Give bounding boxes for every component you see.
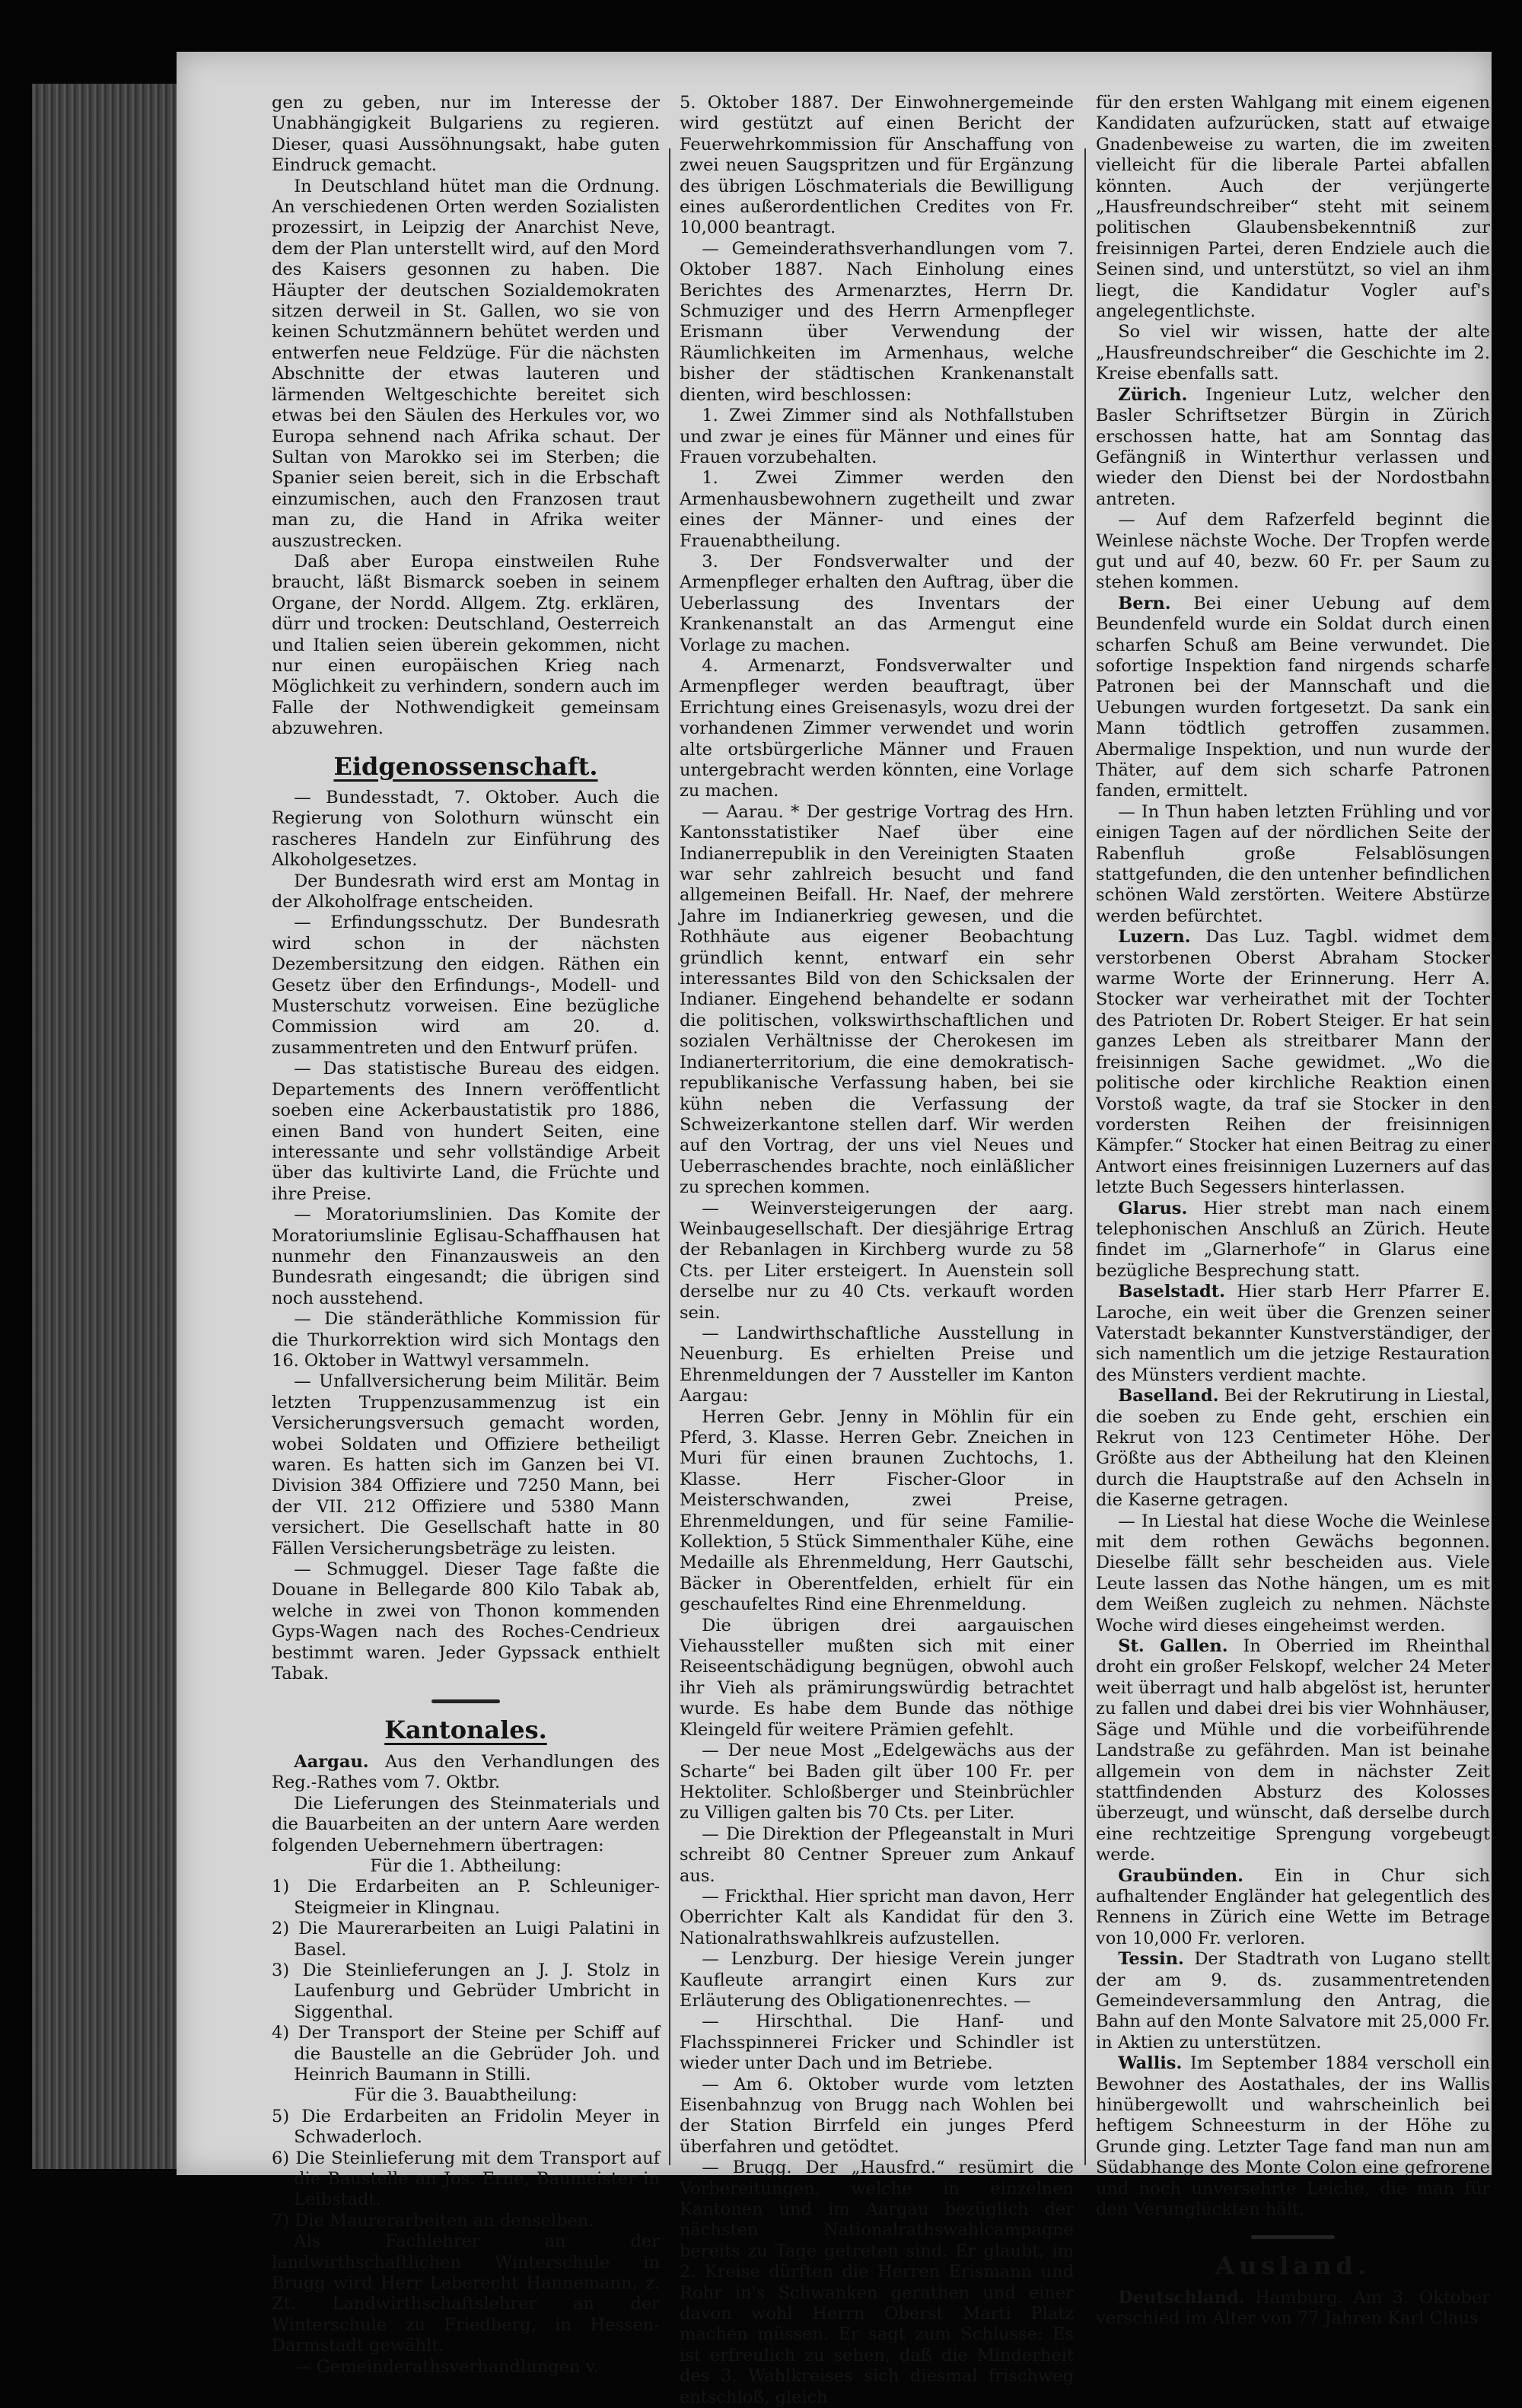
paragraph: — Schmuggel. Dieser Tage faßte die Douane in Bellegarde 800 Kilo Tabak ab, welche in zwei von Thonon kommenden Gyps-Wagen nach des Roches-Cendrieux bestimmt waren. Jeder Gypssack enthielt Tabak. (272, 1559, 660, 1684)
paragraph: — Unfallversicherung beim Militär. Beim letzten Truppenzusammenzug ist ein Versicherungsversuch gemacht worden, wobei Soldaten und Offiziere betheiligt waren. Es hatten sich im Ganzen bei VI. Division 384 Offiziere und 7250 Mann, bei der VII. 212 Offiziere und 5380 Mann versichert. Die Gesellschaft hatte in 80 Fällen Versicherungsbeträge zu leisten. (272, 1371, 660, 1559)
list-item: 4) Der Transport der Steine per Schiff auf die Baustelle an die Gebrüder Joh. und Heinrich Baumann in Stilli. (272, 2023, 660, 2085)
section-heading-kantonales: Kantonales. (384, 1715, 547, 1745)
list-item: 3) Die Steinlieferungen an J. J. Stolz in Laufenburg und Gebrüder Umbricht in Siggenthal. (272, 1960, 660, 2022)
paragraph: — Lenzburg. Der hiesige Verein junger Kaufleute arrangirt einen Kurs zur Erläuterung des Obligationenrechtes. — (680, 1949, 1074, 2011)
canton-name: Glarus. (1118, 1198, 1188, 1218)
column-1 (272, 93, 660, 2377)
paragraph: — Landwirthschaftliche Ausstellung in Neuenburg. Es erhielten Preise und Ehrenmeldungen der 7 Aussteller im Kanton Aargau: (680, 1323, 1074, 1406)
country-name: Deutschland. (1118, 2287, 1245, 2308)
column-divider (1084, 148, 1086, 2165)
paragraph: 1. Zwei Zimmer sind als Nothfallstuben und zwar je eines für Männer und eines für Frauen vorzubehalten. (680, 406, 1074, 467)
canton-name: Tessin. (1118, 1949, 1184, 1970)
list-item: 5) Die Erdarbeiten an Fridolin Meyer in Schwaderloch. (272, 2106, 660, 2148)
canton-name: Aargau. (294, 1751, 369, 1772)
paragraph (1096, 927, 1490, 1198)
book-binding (32, 84, 183, 2169)
paragraph-text: Bei der Rekrutirung in Liestal, die soeben zu Ende geht, erschien ein Rekrut von 123 Centimeter Höhe. Der Größte aus der Abtheilung hat den Kleinen durch die Hauptstraße auf den Achseln in die Kaserne getragen. (1096, 1386, 1490, 1511)
paragraph: — Hirschthal. Die Hanf- und Flachsspinnerei Fricker und Schindler ist wieder unter Dach und im Betriebe. (680, 2011, 1074, 2074)
paragraph-text: Hier strebt man nach einem telephonischen Anschluß an Zürich. Heute findet im „Glarnerhofe“ in Glarus eine bezügliche Besprechung statt. (1096, 1198, 1490, 1281)
subheading: Für die 1. Abtheilung: (370, 1855, 562, 1876)
paragraph (272, 1752, 660, 1794)
paragraph (1096, 1949, 1490, 2053)
paragraph-text: Hier starb Herr Pfarrer E. Laroche, ein weit über die Grenzen seiner Vaterstadt bekannter Kunstverständiger, der sich namentlich um die jetzige Restauration des Münsters verdient machte. (1096, 1282, 1490, 1385)
canton-name: Wallis. (1118, 2053, 1183, 2074)
paragraph: — Das statistische Bureau des eidgen. Departements des Innern veröffentlicht soeben eine Ackerbaustatistik pro 1886, einen Band von hundert Seiten, eine interessante und sehr vollständige Arbeit über das kultivirte Land, die Früchte und ihre Preise. (272, 1059, 660, 1204)
paragraph (1096, 2288, 1490, 2330)
paragraph-text: Im September 1884 verscholl ein Bewohner des Aostathales, der ins Wallis hinübergewollt und wahrscheinlich bei heftigem Schneesturm in der Höhe zu Grunde ging. Letzter Tage fand man nun am Südabhange des Monte Colon eine gefrorene und noch unversehrte Leiche, die man für den Verunglückten hält. (1096, 2053, 1490, 2220)
column-2 (680, 93, 1074, 2407)
subheading: Für die 3. Bauabtheilung: (354, 2085, 578, 2106)
paragraph: — Auf dem Rafzerfeld beginnt die Weinlese nächste Woche. Der Tropfen werde gut und auf 40, bezw. 60 Fr. per Saum zu stehen kommen. (1096, 510, 1490, 593)
paragraph: Die Lieferungen des Steinmaterials und die Bauarbeiten an der untern Aare werden folgenden Uebernehmern übertragen: (272, 1793, 660, 1855)
paragraph (1096, 594, 1490, 802)
paragraph (1096, 385, 1490, 510)
paragraph: — Erfindungsschutz. Der Bundesrath wird schon in der nächsten Dezembersitzung den eidgen. Räthen ein Gesetz über den Erfindungs-, Modell- und Musterschutz vorweisen. Eine bezügliche Commission wird am 20. d. zusammentreten und den Entwurf prüfen. (272, 913, 660, 1058)
canton-name: St. Gallen. (1118, 1636, 1228, 1657)
paragraph: — Brugg. Der „Hausfrd.“ resümirt die Vorbereitungen, welche in einzelnen Kantonen und im Aargau bezüglich der nächsten Nationalrathswahlcampagne bereits zu Tage getreten sind. Er glaubt, im 2. Kreise dürften die Herren Erismann und Rohr in's Schwanken gerathen und einer davon wohl Herrn Oberst Marti Platz machen müssen. Er sagt zum Schlusse: Es ist erfreulich zu sehen, daß die Minderheit des 3. Wahlkreises sich diesmal frischweg entschloß, gleich (680, 2158, 1074, 2407)
paragraph-text: Aus den Verhandlungen des Reg.-Rathes vom 7. Oktbr. (272, 1751, 660, 1793)
paragraph: — In Liestal hat diese Woche die Weinlese mit dem rothen Gewächs begonnen. Dieselbe fällt sehr bescheiden aus. Viele Leute lassen das Nothe hängen, um es mit dem Weißen zugleich zu nehmen. Nächste Woche wird dieses eingeheimst werden. (1096, 1511, 1490, 1636)
paragraph: — Frickthal. Hier spricht man davon, Herr Oberrichter Kalt als Kandidat für den 3. Nationalrathswahlkreis aufzustellen. (680, 1886, 1074, 1948)
paragraph-text: In Oberried im Rheinthal droht ein großer Felskopf, welcher 24 Meter weit überragt und halb abgelöst ist, herunter zu fallen und dabei drei bis vier Wohnhäuser, Säge und Mühle und die vorbeiführende Landstraße zu gefährden. Man ist beinahe allgemein von dem in nächster Zeit stattfindenden Absturz des Kolosses überzeugt, und wünscht, daß derselbe durch eine rechtzeitige Sprengung vorgebeugt werde. (1096, 1636, 1490, 1865)
section-separator (431, 1699, 500, 1703)
column-3 (1096, 93, 1490, 2329)
section-heading-ausland: Ausland. (1215, 2251, 1371, 2281)
paragraph: 5. Oktober 1887. Der Einwohnergemeinde wird gestützt auf einen Bericht der Feuerwehrkommission für Anschaffung von zwei neuen Saugspritzen und für Ergänzung des übrigen Löschmaterials die Bewilligung eines außerordentlichen Credites von Fr. 10,000 beantragt. (680, 93, 1074, 238)
paragraph-text: Hamburg. Am 3. Oktober verschied im Alter von 77 Jahren Karl Claus (1096, 2287, 1490, 2329)
paragraph-text: Ingenieur Lutz, welcher den Basler Schriftsetzer Bürgin in Zürich erschossen hatte, hat am Sonntag das Gefängniß in Winterthur verlassen und wieder den Dienst bei der Nordostbahn antreten. (1096, 384, 1490, 509)
paragraph (1096, 1386, 1490, 1511)
paragraph: — Weinversteigerungen der aarg. Weinbaugesellschaft. Der diesjährige Ertrag der Rebanlagen in Kirchberg wurde zu 58 Cts. per Liter ersteigert. In Auenstein soll derselbe nur zu 40 Cts. verkauft worden sein. (680, 1198, 1074, 1323)
list-item: 7) Die Maurerarbeiten an denselben. (272, 2210, 594, 2231)
paragraph: Daß aber Europa einstweilen Ruhe braucht, läßt Bismarck soeben in seinem Organe, der Nordd. Allgem. Ztg. erklären, dürr und trocken: Deutschland, Oesterreich und Italien seien überein gekommen, nicht nur einen europäischen Krieg nach Möglichkeit zu verhindern, sondern auch im Falle der Nothwendigkeit gemeinsam abzuwehren. (272, 551, 660, 739)
paragraph: Der Bundesrath wird erst am Montag in der Alkoholfrage entscheiden. (272, 871, 660, 913)
paragraph: So viel wir wissen, hatte der alte „Hausfreundschreiber“ die Geschichte im 2. Kreise ebenfalls satt. (1096, 322, 1490, 384)
paragraph: — Aarau. * Der gestrige Vortrag des Hrn. Kantonsstatistiker Naef über eine Indianerrepublik in den Vereinigten Staaten war sehr zahlreich besucht und fand allgemeinen Beifall. Hr. Naef, der mehrere Jahre im Indianerkrieg gewesen, und die Rothhäute aus eigener Beobachtung gründlich kennt, entwarf ein sehr interessantes Bild von den Schicksalen der Indianer. Eingehend behandelte er sodann die politischen, volkswirthschaftlichen und sozialen Verhältnisse der Cherokesen im Indianerterritorium, die eine demokratisch-republikanische Verfassung haben, bei sie kühn neben die Verfassung der Schweizerkantone stellen darf. Wir werden auf den Vortrag, der uns viel Neues und Ueberraschendes brachte, noch einläßlicher zu sprechen kommen. (680, 801, 1074, 1198)
paragraph: gen zu geben, nur im Interesse der Unabhängigkeit Bulgariens zu regieren. Dieser, quasi Aussöhnungsakt, habe guten Eindruck gemacht. (272, 93, 660, 176)
paragraph: — In Thun haben letzten Frühling und vor einigen Tagen auf der nördlichen Seite der Rabenfluh große Felsablösungen stattgefunden, die den untenher befindlichen schönen Wald zerstörten. Weitere Abstürze werden befürchtet. (1096, 801, 1490, 926)
canton-name: Baselland. (1118, 1386, 1219, 1406)
paragraph (1096, 1636, 1490, 1865)
paragraph: — Die Direktion der Pflegeanstalt in Muri schreibt 80 Centner Spreuer zum Ankauf aus. (680, 1824, 1074, 1886)
paragraph (1096, 1282, 1490, 1386)
paragraph-text: Der Stadtrath von Lugano stellt der am 9. ds. zusammentretenden Gemeindeversammlung den Antrag, die Bahn auf den Monte Salvatore mit 25,000 Fr. in Aktien zu unterstützen. (1096, 1949, 1490, 2053)
paragraph: 3. Der Fondsverwalter und der Armenpfleger erhalten den Auftrag, über die Ueberlassung des Inventars der Krankenanstalt an das Armengut eine Vorlage zu machen. (680, 551, 1074, 655)
paragraph: — Am 6. Oktober wurde vom letzten Eisenbahnzug von Brugg nach Wohlen bei der Station Birrfeld ein junges Pferd überfahren und getödtet. (680, 2074, 1074, 2157)
paragraph-text: Ein in Chur sich aufhaltender Engländer hat gelegentlich des Rennens in Zürich eine Wette im Betrage von 10,000 Fr. verloren. (1096, 1865, 1490, 1948)
canton-name: Graubünden. (1118, 1865, 1243, 1886)
paragraph: Als Fachlehrer an der landwirthschaftlichen Winterschule in Brugg wird Herr Leberecht Hannemann, z. Zt. Landwirthschaftslehrer an der Winterschule zu Friedberg, in Hessen-Darmstadt gewählt. (272, 2231, 660, 2356)
paragraph: — Die ständeräthliche Kommission für die Thurkorrektion wird sich Montags den 16. Oktober in Wattwyl versammeln. (272, 1309, 660, 1371)
paragraph: In Deutschland hütet man die Ordnung. An verschiedenen Orten werden Sozialisten prozessirt, in Leipzig der Anarchist Neve, dem der Plan unterstellt wird, auf den Mord des Kaisers gesonnen zu haben. Die Häupter der deutschen Sozialdemokraten sitzen derweil in St. Gallen, wo sie von keinen Schutzmännern behütet werden und entwerfen neue Feldzüge. Für die nächsten Abschnitte der etwas lauteren und lärmenden Weltgeschichte bereitet sich etwas bei den Säulen des Herkules vor, wo Europa sehnend nach Afrika schaut. Der Sultan von Marokko sei im Sterben; die Spanier seien bereit, sich in die Erbschaft einzumischen, auch den Franzosen traut man zu, die Hand in Afrika weiter auszustrecken. (272, 176, 660, 551)
paragraph: — Der neue Most „Edelgewächs aus der Scharte“ bei Baden gilt über 100 Fr. per Hektoliter. Schloßberger und Steinbrüchler zu Villigen galten bis 70 Cts. per Liter. (680, 1741, 1074, 1824)
paragraph: — Bundesstadt, 7. Oktober. Auch die Regierung von Solothurn wünscht ein rascheres Handeln zur Einführung des Alkoholgesetzes. (272, 788, 660, 871)
canton-name: Luzern. (1118, 927, 1191, 948)
paragraph (1096, 1866, 1490, 1950)
canton-name: Bern. (1118, 593, 1171, 613)
paragraph (1096, 2053, 1490, 2220)
canton-name: Baselstadt. (1118, 1282, 1225, 1302)
section-separator (1251, 2235, 1335, 2239)
paragraph: für den ersten Wahlgang mit einem eigenen Kandidaten aufzurücken, statt auf etwaige Gnadenbeweise zu warten, die im zweiten vielleicht für die liberale Partei abfallen könnten. Auch der verjüngerte „Hausfreundschreiber“ steht mit seinem politischen Glaubensbekenntniß zur freisinnigen Partei, deren Endziele auch die Seinen sind, und unterstützt, so viel an ihm liegt, die Kandidatur Vogler auf's angelegentlichste. (1096, 93, 1490, 322)
list-item: 1) Die Erdarbeiten an P. Schleuniger-Steigmeier in Klingnau. (272, 1877, 660, 1918)
paragraph: Die übrigen drei aargauischen Viehaussteller mußten sich mit einer Reiseentschädigung begnügen, obwohl auch ihr Vieh als prämirungswürdig betrachtet wurde. Es habe dem Bunde das nöthige Kleingeld für weitere Prämien gefehlt. (680, 1615, 1074, 1740)
paragraph: 1. Zwei Zimmer werden den Armenhausbewohnern zugetheilt und zwar eines der Männer- und eines der Frauenabtheilung. (680, 468, 1074, 551)
canton-name: Zürich. (1118, 384, 1188, 405)
list-item: 6) Die Steinlieferung mit dem Transport auf die Baustelle an Jos. Erne, Baumeister in Leibstadt. (272, 2148, 660, 2210)
paragraph: — Gemeinderathsverhandlungen vom 7. Oktober 1887. Nach Einholung eines Berichtes des Armenarztes, Herrn Dr. Schmuziger und des Herrn Armenpfleger Erismann über Verwendung der Räumlichkeiten im Armenhaus, welche bisher der städtischen Krankenanstalt dienten, wird beschlossen: (680, 238, 1074, 405)
paragraph: 4. Armenarzt, Fondsverwalter und Armenpfleger werden beauftragt, über Errichtung eines Greisenasyls, wozu drei der vorhandenen Zimmer verwendet und worin alte ortsbürgerliche Männer und Frauen untergebracht werden könnten, eine Vorlage zu machen. (680, 655, 1074, 801)
paragraph (1096, 1199, 1490, 1282)
list-item: 2) Die Maurerarbeiten an Luigi Palatini in Basel. (272, 1919, 660, 1960)
paragraph-text: Das Luz. Tagbl. widmet dem verstorbenen Oberst Abraham Stocker warme Worte der Erinnerung. Herr A. Stocker war verheirathet mit der Tochter des Patrioten Dr. Robert Steiger. Er hat sein ganzes Leben als streitbarer Mann der freisinnigen Sache gewidmet. „Wo die politische oder kirchliche Reaktion einen Vorstoß wagte, da traf sie Stocker in den vordersten Reihen der freisinnigen Kämpfer.“ Stocker hat einen Beitrag zu einer Antwort eines freisinnigen Luzerners auf das letzte Buch Segessers hinterlassen. (1096, 927, 1490, 1198)
paragraph-text: Bei einer Uebung auf dem Beundenfeld wurde ein Soldat durch einen scharfen Schuß am Beine verwundet. Die sofortige Inspektion fand nirgends scharfe Patronen bei der Mannschaft und die Uebungen wurden fortgesetzt. Da sank ein Mann tödtlich getroffen zusammen. Abermalige Inspektion, und nun wurde der Thäter, auf dem sich scharfe Patronen fanden, ermittelt. (1096, 593, 1490, 801)
paragraph: Herren Gebr. Jenny in Möhlin für ein Pferd, 3. Klasse. Herren Gebr. Zneichen in Muri für einen braunen Zuchtochs, 1. Klasse. Herr Fischer-Gloor in Meisterschwanden, zwei Preise, Ehrenmeldungen, und für seine Familie-Kollektion, 5 Stück Simmenthaler Kühe, eine Medaille als Ehrenmeldung, Herr Gautschi, Bäcker in Oberentfelden, erhielt für ein geschaufeltes Rind eine Ehrenmeldung. (680, 1406, 1074, 1615)
section-heading-eidgenossenschaft: Eidgenossenschaft. (333, 751, 598, 781)
paragraph: — Gemeinderathsverhandlungen v. (294, 2356, 599, 2377)
paragraph: — Moratoriumslinien. Das Komite der Moratoriumslinie Eglisau-Schaffhausen hat nunmehr den Finanzausweis an den Bundesrath eingesandt; die übrigen sind noch ausstehend. (272, 1205, 660, 1308)
column-divider (669, 148, 670, 2165)
